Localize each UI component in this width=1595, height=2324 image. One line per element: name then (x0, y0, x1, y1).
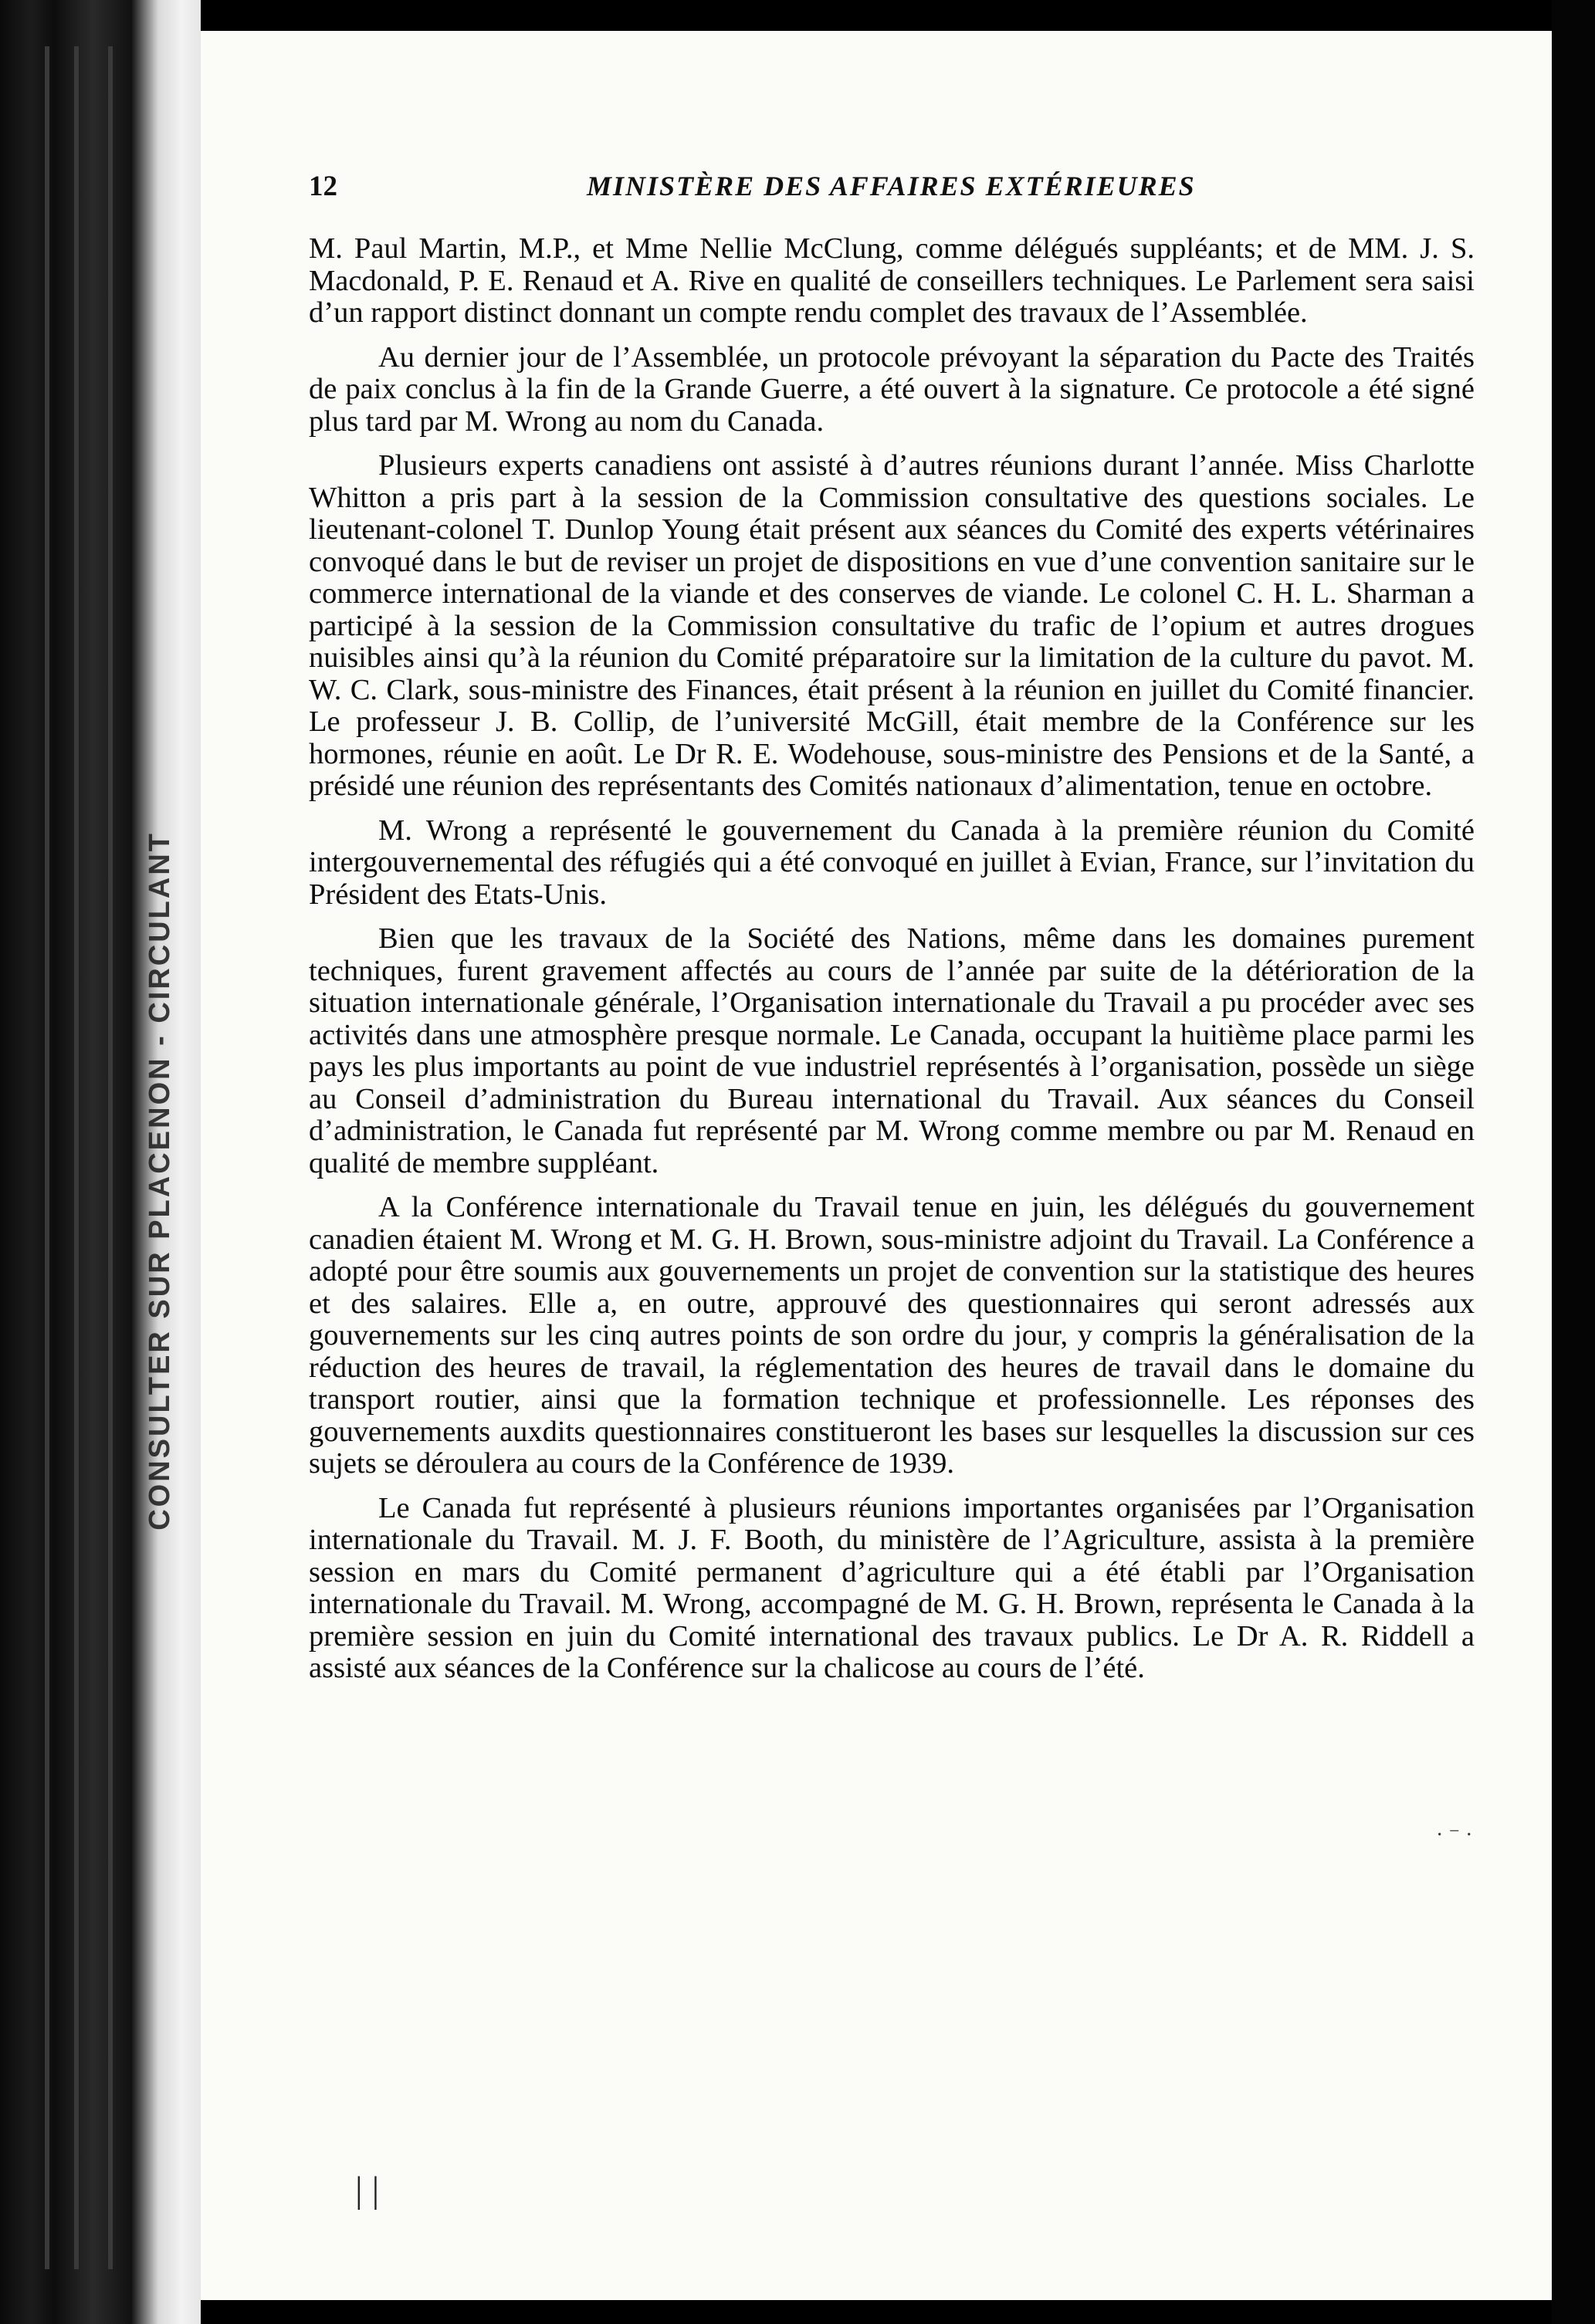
body-text (309, 233, 1475, 1697)
page-header (309, 170, 1467, 216)
library-stamp (117, 831, 202, 1531)
paragraph: M. Paul Martin, M.P., et Mme Nellie McClung, comme délégués suppléants; et de MM. J. S. Macdonald, P. E. Renaud et A. Rive en qualité de conseillers techniques. Le Parlement sera saisi d’un rapport distinct donnant un compte rendu complet des travaux de l’Assemblée. (309, 232, 1475, 329)
paragraph: Plusieurs experts canadiens ont assisté à d’autres réunions durant l’année. Miss Charlotte Whitton a pris part à la session de la Commission consultative des questions sociales. Le lieutenant-colonel T. Dunlop Young était présent aux séances du Comité des experts vétérinaires convoqué dans le but de reviser un projet de dispositions en vue d’une convention sanitaire sur le commerce international de la viande et des conserves de viande. Le colonel C. H. L. Sharman a participé à la session de la Commission consultative du trafic de l’opium et autres drogues nuisibles ainsi qu’à la réunion du Comité préparatoire sur la limitation de la culture du pavot. M. W. C. Clark, sous-ministre des Finances, était présent à la réunion en juillet du Comité financier. Le professeur J. B. Collip, de l’université McGill, était membre de la Conférence sur les hormones, réunie en août. Le Dr R. E. Wodehouse, sous-ministre des Pensions et de la Santé, a présidé une réunion des représentants des Comités nationaux d’alimentation, tenue en octobre. (309, 449, 1475, 802)
stamp-line-2: CONSULTER SUR PLACE (143, 1128, 176, 1531)
stamp-line-1: NON - CIRCULANT (143, 831, 176, 1129)
document-page (201, 31, 1552, 2300)
binding-shadow (74, 46, 79, 2269)
binding-shadow (108, 46, 113, 2269)
scan-specks: · ⁻ · (1436, 1823, 1473, 1847)
page-number: 12 (309, 171, 337, 202)
scan-border-right (1552, 0, 1595, 2324)
paragraph: Le Canada fut représenté à plusieurs réunions importantes organisées par l’Organisation internationale du Travail. M. J. F. Booth, du ministère de l’Agriculture, assista à la première session en mars du Comité permanent d’agriculture qui a été établi par l’Organisation internationale du Travail. M. Wrong, accompagné de M. G. H. Brown, représenta le Canada à la première session en juin du Comité international des travaux publics. Le Dr A. R. Riddell a assisté aux séances de la Conférence sur la chalicose au cours de l’été. (309, 1491, 1475, 1684)
paragraph: M. Wrong a représenté le gouvernement du Canada à la première réunion du Comité intergouvernemental des réfugiés qui a été convoqué en juillet à Evian, France, sur l’invitation du Président des Etats-Unis. (309, 814, 1475, 911)
book-binding (0, 0, 201, 2324)
paragraph: Au dernier jour de l’Assemblée, un protocole prévoyant la séparation du Pacte des Traités de paix conclus à la fin de la Grande Guerre, a été ouvert à la signature. Ce protocole a été signé plus tard par M. Wrong au nom du Canada. (309, 340, 1475, 438)
paragraph: Bien que les travaux de la Société des Nations, même dans les domaines purement techniques, furent gravement affectés au cours de l’année par suite de la détérioration de la situation internationale générale, l’Organisation internationale du Travail a pu procéder avec ses activités dans une atmosphère presque normale. Le Canada, occupant la huitième place parmi les pays les plus importants au point de vue industriel représentés à l’organisation, possède un siège au Conseil d’administration du Bureau international du Travail. Aux séances du Conseil d’administration, le Canada fut représenté par M. Wrong comme membre ou par M. Renaud en qualité de membre suppléant. (309, 922, 1475, 1179)
running-head: MINISTÈRE DES AFFAIRES EXTÉRIEURES (587, 171, 1196, 201)
binding-shadow (45, 46, 49, 2269)
scan-marks: | | (355, 2170, 380, 2211)
paragraph: A la Conférence internationale du Travail tenue en juin, les délégués du gouvernement canadien étaient M. Wrong et M. G. H. Brown, sous-ministre adjoint du Travail. La Conférence a adopté pour être soumis aux gouvernements un projet de convention sur la statistique des heures et des salaires. Elle a, en outre, approuvé des questionnaires qui seront adressés aux gouvernements sur les cinq autres points de son ordre du jour, y compris la généralisation de la réduction des heures de travail, la réglementation des heures de travail dans le domaine du transport routier, ainsi que la formation technique et professionnelle. Les réponses des gouvernements auxdits questionnaires constitueront les bases sur lesquelles la discussion sur ces sujets se déroulera au cours de la Conférence de 1939. (309, 1191, 1475, 1480)
